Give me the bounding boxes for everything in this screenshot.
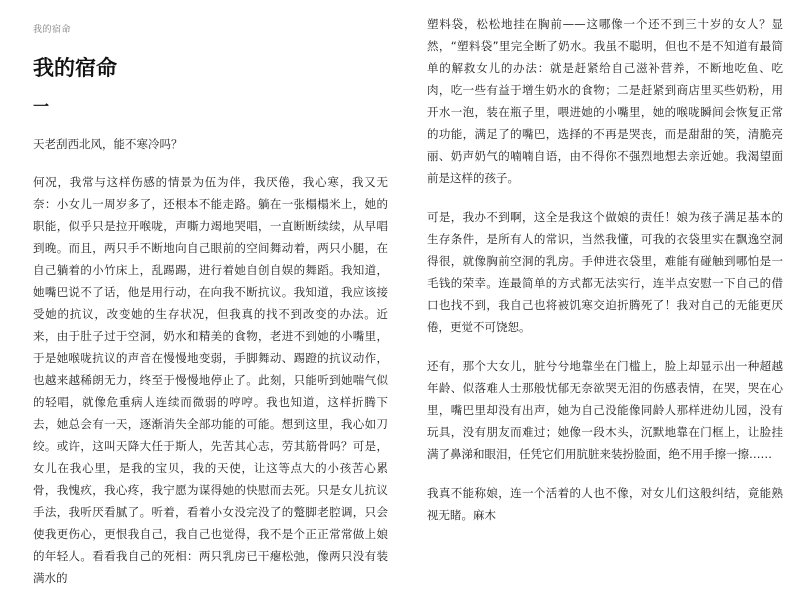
paragraph: 何况，我常与这样伤感的情景为伍为伴，我厌倦，我心寒，我又无奈：小女儿一周岁多了，还根本不能走路。躺在一张榻榻米上，她的职能，似乎只是拉开喉咙，声嘶力竭地哭唱，一直断断续续，从早唱到晚。而且，两只手不断地向自己眼前的空间舞动着，两只小腿，在自己躺着的小竹床上，乱踢踢，进行着她自创自娱的舞蹈。我知道，她嘴巴说不了话，他是用行动，在向我不断抗议。我知道，我应该接受她的抗议，改变她的生存状况，但我真的找不到改变的办法。近来，由于肚子过于空洞，奶水和精美的食物，老进不到她的小嘴里，于是她喉咙抗议的声音在慢慢地变弱，手脚舞动、踢蹬的抗议动作，也越来越稀朗无力，终至于慢慢地停止了。此刻，只能听到她喘气似的轻唱，就像危重病人连续而微弱的哼哼。我也知道，这样折腾下去，她总会有一天，逐渐消失全部功能的可能。想到这里，我心如刀绞。或许，这叫天降大任于斯人，先苦其心志，劳其筋骨吗？可是，女儿在我心里，是我的宝贝，我的天使，让这等点大的小孩苦心累骨，我愧疚，我心疼，我宁愿为谋得她的快慰而去死。只是女儿抗议手法，我听厌看腻了。听着，看着小女没完没了的蹩脚老腔调，只会使我更伤心，更恨我自己，我自己也觉得，我不是个正正常常做上娘的年轻人。看看我自己的死相：两只乳房已干瘪松弛，像两只没有装满水的 <box>33 175 388 585</box>
right-column <box>427 13 783 543</box>
left-column <box>33 133 388 589</box>
paragraph: 可是，我办不到啊，这全是我这个做娘的责任！娘为孩子满足基本的生存条件，是所有人的常识，当然我懂，可我的衣袋里实在飘逸空洞得很，就像胸前空洞的乳房。手伸进衣袋里，难能有碰触到哪怕是一毛钱的荣幸。连最简单的方式都无法实行，连半点安慰一下自己的借口也找不到，我自己也将被饥寒交迫折腾死了！我对自己的无能更厌倦，更觉不可饶恕。 <box>427 210 783 334</box>
running-header: 我的宿命 <box>33 25 72 35</box>
paragraph: 天老刮西北风，能不寒冷吗？ <box>33 137 183 151</box>
chapter-marker: 一 <box>33 97 50 116</box>
paragraph: 我真不能称娘，连一个活着的人也不像，对女儿们这般纠结，竟能熟视无睹。麻木 <box>427 486 783 522</box>
paragraph: 还有，那个大女儿，脏兮兮地靠坐在门槛上，脸上却显示出一种超越年龄、似落难人士那般忧郁无奈欲哭无泪的伤感表情，在哭，哭在心里，嘴巴里却没有出声，她为自己没能像同龄人那样进幼儿园，没有玩具，没有朋友而难过；她像一段木头，沉默地靠在门框上，让脸挂满了鼻涕和眼泪，任凭它们用肮脏来装扮脸面，绝不用手擦一擦…… <box>427 359 783 461</box>
page-title: 我的宿命 <box>33 56 117 80</box>
paragraph: 塑料袋，松松地挂在胸前——这哪像一个还不到三十岁的女人？显然，“塑料袋”里完全断了奶水。我虽不聪明，但也不是不知道有最简单的解救女儿的办法：就是赶紧给自己滋补营养，不断地吃鱼、吃肉，吃一些有益于增生奶水的食物；二是赶紧到商店里买些奶粉，用开水一泡，装在瓶子里，喂进她的小嘴里，她的喉咙瞬间会恢复正常的功能，满足了的嘴巴，选择的不再是哭丧，而是甜甜的笑，清脆亮丽、奶声奶气的喃喃自语，由不得你不强烈地想去亲近她。我渴望面前是这样的孩子。 <box>427 17 783 185</box>
